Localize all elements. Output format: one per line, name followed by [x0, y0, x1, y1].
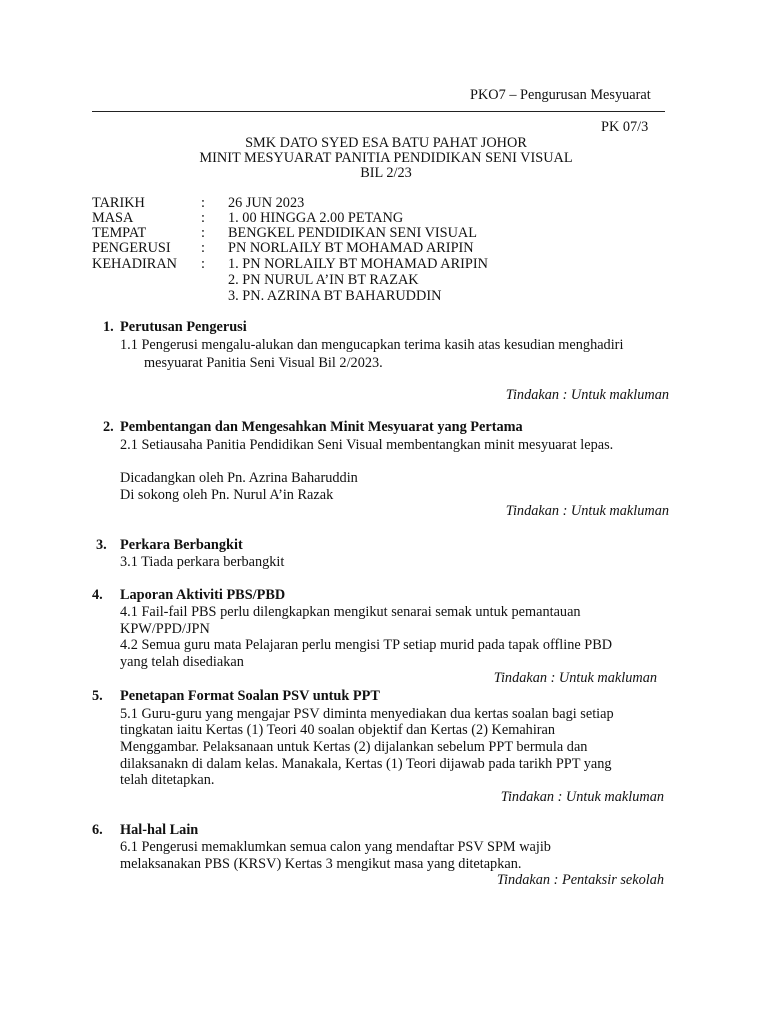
header-divider	[92, 111, 665, 112]
section-text: 1.1 Pengerusi mengalu-alukan dan mengucapkan terima kasih atas kesudian menghadiri	[120, 337, 624, 353]
section-text: 5.1 Guru-guru yang mengajar PSV diminta menyediakan dua kertas soalan bagi setiap	[120, 706, 614, 722]
section-number: 6.	[92, 822, 103, 838]
action-note: Tindakan : Untuk makluman	[493, 670, 657, 686]
info-colon: :	[201, 210, 205, 226]
attendee-item: 2. PN NURUL A’IN BT RAZAK	[228, 272, 419, 288]
info-colon: :	[201, 256, 205, 272]
attendee-item: 3. PN. AZRINA BT BAHARUDDIN	[228, 288, 442, 304]
section-text: 2.1 Setiausaha Panitia Pendidikan Seni Visual membentangkan minit mesyuarat lepas.	[120, 437, 614, 453]
section-text: KPW/PPD/JPN	[120, 621, 210, 637]
section-number: 2.	[103, 419, 114, 435]
section-text: mesyuarat Panitia Seni Visual Bil 2/2023.	[144, 355, 383, 371]
section-text: melaksanakan PBS (KRSV) Kertas 3 mengikut masa yang ditetapkan.	[120, 856, 522, 872]
info-label-chair: PENGERUSI	[92, 240, 171, 256]
section-heading: Hal-hal Lain	[120, 822, 199, 838]
info-colon: :	[201, 195, 205, 211]
document-title: MINIT MESYUARAT PANITIA PENDIDIKAN SENI VISUAL	[199, 150, 573, 166]
section-text: 4.2 Semua guru mata Pelajaran perlu mengisi TP setiap murid pada tapak offline PBD	[120, 637, 613, 653]
action-note: Tindakan : Untuk makluman	[505, 503, 669, 519]
section-text: Menggambar. Pelaksanaan untuk Kertas (2) dijalankan sebelum PPT bermula dan	[120, 739, 588, 755]
action-note: Tindakan : Untuk makluman	[505, 387, 669, 403]
info-colon: :	[201, 240, 205, 256]
school-name: SMK DATO SYED ESA BATU PAHAT JOHOR	[245, 135, 527, 151]
section-text: telah ditetapkan.	[120, 772, 215, 788]
info-label-attendance: KEHADIRAN	[92, 256, 177, 272]
section-heading: Laporan Aktiviti PBS/PBD	[120, 587, 286, 603]
section-heading: Pembentangan dan Mengesahkan Minit Mesyuarat yang Pertama	[120, 419, 523, 435]
info-value-chair: PN NORLAILY BT MOHAMAD ARIPIN	[228, 240, 474, 256]
section-text: Di sokong oleh Pn. Nurul A’in Razak	[120, 487, 334, 503]
section-heading: Penetapan Format Soalan PSV untuk PPT	[120, 688, 380, 704]
section-heading: Perutusan Pengerusi	[120, 319, 247, 335]
info-value-venue: BENGKEL PENDIDIKAN SENI VISUAL	[228, 225, 477, 241]
section-text: tingkatan iaitu Kertas (1) Teori 40 soalan objektif dan Kertas (2) Kemahiran	[120, 722, 556, 738]
section-text: Dicadangkan oleh Pn. Azrina Baharuddin	[120, 470, 358, 486]
info-value-date: 26 JUN 2023	[228, 195, 305, 211]
section-number: 1.	[103, 319, 114, 335]
section-text: 4.1 Fail-fail PBS perlu dilengkapkan mengikut senarai semak untuk pemantauan	[120, 604, 581, 620]
action-note: Tindakan : Untuk makluman	[500, 789, 664, 805]
section-number: 5.	[92, 688, 103, 704]
info-label-date: TARIKH	[92, 195, 145, 211]
info-label-time: MASA	[92, 210, 134, 226]
section-number: 3.	[96, 537, 107, 553]
meeting-number: BIL 2/23	[360, 165, 412, 181]
info-value-time: 1. 00 HINGGA 2.00 PETANG	[228, 210, 404, 226]
section-text: 6.1 Pengerusi memaklumkan semua calon yang mendaftar PSV SPM wajib	[120, 839, 551, 855]
action-note: Tindakan : Pentaksir sekolah	[496, 872, 664, 888]
section-text: 3.1 Tiada perkara berbangkit	[120, 554, 285, 570]
info-label-venue: TEMPAT	[92, 225, 147, 241]
attendee-item: 1. PN NORLAILY BT MOHAMAD ARIPIN	[228, 256, 488, 272]
document-reference: PKO7 – Pengurusan Mesyuarat	[470, 87, 651, 103]
section-text: yang telah disediakan	[120, 654, 244, 670]
section-heading: Perkara Berbangkit	[120, 537, 243, 553]
section-number: 4.	[92, 587, 103, 603]
form-code: PK 07/3	[601, 119, 649, 135]
info-colon: :	[201, 225, 205, 241]
section-text: dilaksanakn di dalam kelas. Manakala, Kertas (1) Teori dijawab pada tarikh PPT yang	[120, 756, 612, 772]
